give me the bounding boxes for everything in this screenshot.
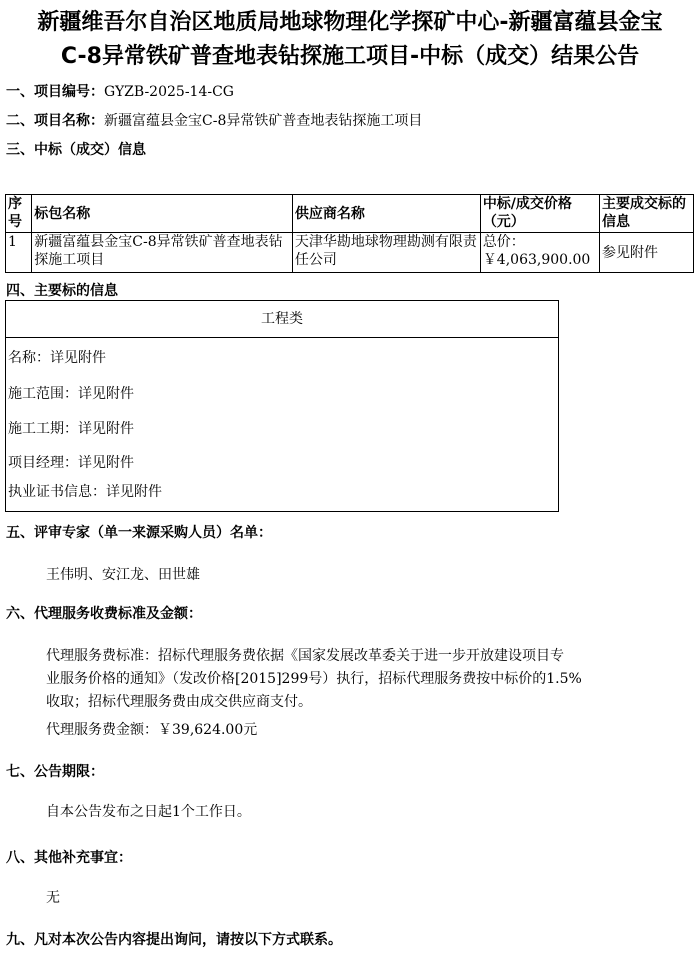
award-info-heading: 三、中标（成交）信息 [6,142,146,158]
project-name [6,111,422,131]
cell-price [480,233,599,273]
main-target-heading: 四、主要标的信息 [6,283,118,299]
target-category: 工程类 [261,311,303,327]
col-price: 中标/成交价格（元） [480,195,599,233]
target-item-manager: 项目经理：详见附件 [8,455,134,471]
agency-fee-heading: 六、代理服务收费标准及金额： [6,606,202,622]
experts-heading: 五、评审专家（单一来源采购人员）名单： [6,525,272,541]
agency-fee-standard-3: 收取；招标代理服务费由成交供应商支付。 [46,694,312,710]
project-name-value: 新疆富蕴县金宝C-8异常铁矿普查地表钻探施工项目 [104,113,423,129]
col-no: 序号 [6,195,32,233]
target-category-box [5,300,559,338]
col-supplier: 供应商名称 [292,195,480,233]
project-name-label: 二、项目名称： [6,113,104,129]
cell-package: 新疆富蕴县金宝C-8异常铁矿普查地表钻探施工项目 [32,233,293,273]
award-table [5,194,694,273]
cell-supplier: 天津华勘地球物理勘测有限责任公司 [292,233,480,273]
target-item-duration: 施工工期：详见附件 [8,421,134,437]
col-info: 主要成交标的信息 [600,195,694,233]
other-heading: 八、其他补充事宜： [6,850,132,866]
col-package: 标包名称 [32,195,293,233]
experts-names: 王伟明、安江龙、田世雄 [46,567,200,583]
inquiry-heading: 九、凡对本次公告内容提出询问，请按以下方式联系。 [6,932,342,948]
title-line-1: 新疆维吾尔自治区地质局地球物理化学探矿中心-新疆富蕴县金宝 [37,10,663,35]
target-item-name: 名称：详见附件 [8,350,106,366]
agency-fee-amount: 代理服务费金额：￥39,624.00元 [46,722,258,738]
page-title [0,6,700,74]
agency-fee-standard-1: 代理服务费标准：招标代理服务费依据《国家发展改革委关于进一步开放建设项目专 [46,648,564,664]
title-line-2: C-8异常铁矿普查地表钻探施工项目-中标（成交）结果公告 [60,44,640,69]
cell-no: 1 [6,233,32,273]
period-heading: 七、公告期限： [6,764,104,780]
project-number-label: 一、项目编号： [6,84,104,100]
project-number [6,82,234,102]
price-value: ￥4,063,900.00 [482,252,591,268]
target-item-certificate: 执业证书信息：详见附件 [8,484,162,500]
cell-info: 参见附件 [600,233,694,273]
price-label: 总价： [482,234,525,250]
award-table-header [6,195,694,233]
table-row [6,233,694,273]
period-text: 自本公告发布之日起1个工作日。 [46,804,251,820]
target-item-scope: 施工范围：详见附件 [8,386,134,402]
other-text: 无 [46,890,60,906]
project-number-value: GYZB-2025-14-CG [104,84,234,100]
agency-fee-standard-2: 业服务价格的通知》（发改价格[2015]299号）执行，招标代理服务费按中标价的1.5% [46,671,582,687]
